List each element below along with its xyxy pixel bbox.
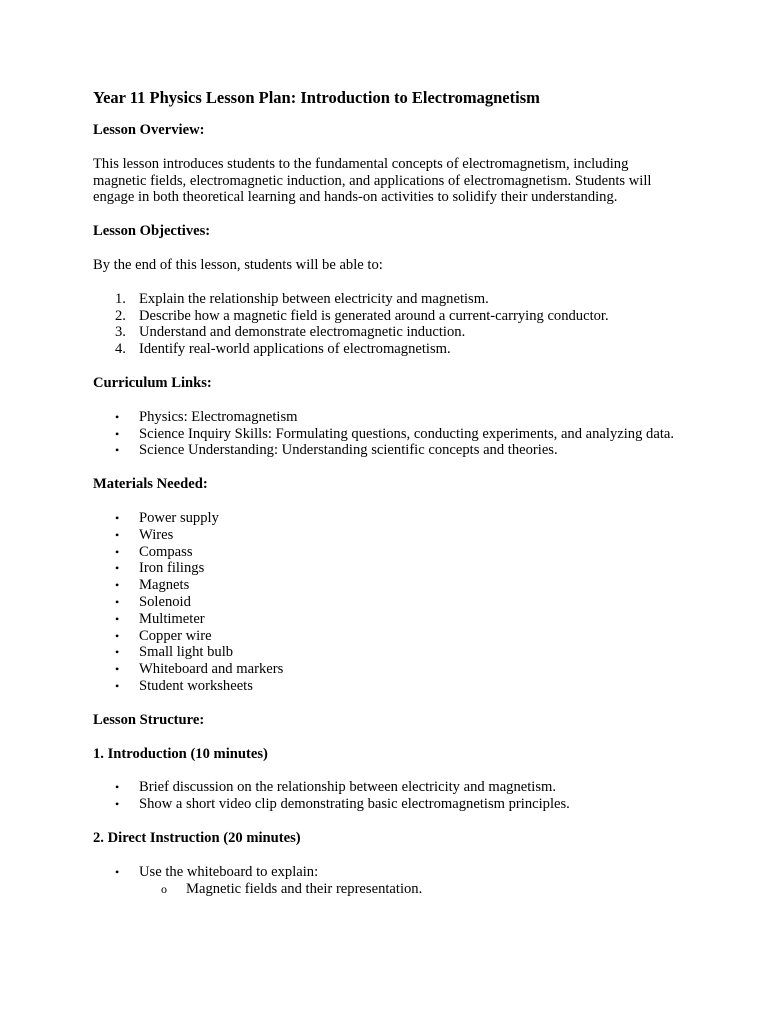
lesson-plan-document	[93, 88, 683, 914]
list-item-text: Copper wire	[139, 627, 212, 644]
list-item	[93, 544, 683, 561]
bullet-icon: •	[115, 544, 120, 559]
introduction-section-heading: 1. Introduction (10 minutes)	[93, 745, 268, 762]
list-item	[93, 661, 683, 678]
list-item-text: Compass	[139, 543, 193, 560]
page-title: Year 11 Physics Lesson Plan: Introduction to Electromagnetism	[93, 88, 540, 107]
list-item-text: Iron filings	[139, 560, 205, 577]
list-item-text: Describe how a magnetic field is generated around a current-carrying conductor.	[139, 307, 609, 324]
list-item	[93, 510, 683, 527]
circle-bullet-icon: o	[161, 881, 167, 896]
list-item	[93, 628, 683, 645]
bullet-icon: •	[115, 864, 120, 879]
list-number: 2.	[115, 307, 126, 324]
list-item-text: Science Understanding: Understanding scientific concepts and theories.	[139, 442, 558, 459]
list-item	[93, 864, 683, 898]
list-item	[93, 409, 683, 426]
list-item	[93, 577, 683, 594]
list-number: 4.	[115, 341, 126, 358]
list-item	[93, 560, 683, 577]
list-item-text: Science Inquiry Skills: Formulating questions, conducting experiments, and analyzing data.	[139, 425, 674, 442]
bullet-icon: •	[115, 594, 120, 609]
list-item	[93, 442, 683, 459]
list-item-text: Wires	[139, 526, 174, 543]
list-item-text: Brief discussion on the relationship between electricity and magnetism.	[139, 779, 557, 796]
materials-heading: Materials Needed:	[93, 476, 208, 493]
bullet-icon: •	[115, 780, 120, 795]
materials-list	[93, 510, 683, 695]
list-item-text: Solenoid	[139, 593, 191, 610]
list-item	[93, 426, 683, 443]
list-item-text: Physics: Electromagnetism	[139, 408, 298, 425]
list-item-text: Whiteboard and markers	[139, 661, 284, 678]
list-item-text: Small light bulb	[139, 644, 234, 661]
list-item	[93, 324, 683, 341]
list-item	[93, 594, 683, 611]
objectives-list	[93, 291, 683, 358]
overview-paragraph: This lesson introduces students to the fundamental concepts of electromagnetism, including magnetic fields, electromagnetic induction, and applications of electromagnetism. Students will engage in both theoretical learning and hands-on activities to solidify their understanding.	[93, 155, 652, 206]
list-item	[93, 527, 683, 544]
bullet-icon: •	[115, 443, 120, 458]
bullet-icon: •	[115, 628, 120, 643]
overview-heading: Lesson Overview:	[93, 122, 205, 138]
list-item-text: Power supply	[139, 509, 219, 526]
sub-list	[139, 881, 683, 898]
sub-list-item	[139, 881, 683, 898]
bullet-icon: •	[115, 611, 120, 626]
list-item-text: Magnetic fields and their representation.	[186, 880, 423, 897]
list-item	[93, 308, 683, 325]
list-item-text: Explain the relationship between electricity and magnetism.	[139, 290, 489, 307]
bullet-icon: •	[115, 561, 120, 576]
bullet-icon: •	[115, 510, 120, 525]
list-item-text: Identify real-world applications of electromagnetism.	[139, 341, 451, 358]
direct-instruction-heading: 2. Direct Instruction (20 minutes)	[93, 829, 301, 846]
bullet-icon: •	[115, 409, 120, 424]
list-item	[93, 341, 683, 358]
bullet-icon: •	[115, 527, 120, 542]
bullet-icon: •	[115, 578, 120, 593]
curriculum-list	[93, 409, 683, 459]
list-item	[93, 291, 683, 308]
list-item	[93, 779, 683, 796]
list-item-text: Student worksheets	[139, 677, 253, 694]
objectives-intro: By the end of this lesson, students will be able to:	[93, 256, 383, 273]
list-item-text: Magnets	[139, 577, 190, 594]
list-number: 3.	[115, 324, 126, 341]
bullet-icon: •	[115, 426, 120, 441]
list-item	[93, 796, 683, 813]
list-item-text: Show a short video clip demonstrating basic electromagnetism principles.	[139, 796, 570, 813]
list-item	[93, 644, 683, 661]
structure-heading: Lesson Structure:	[93, 711, 205, 728]
bullet-icon: •	[115, 797, 120, 812]
introduction-list	[93, 779, 683, 813]
curriculum-heading: Curriculum Links:	[93, 374, 212, 391]
bullet-icon: •	[115, 678, 120, 693]
list-item-text: Understand and demonstrate electromagnetic induction.	[139, 324, 466, 341]
list-item	[93, 678, 683, 695]
list-item-text: Multimeter	[139, 610, 205, 627]
list-item	[93, 611, 683, 628]
bullet-icon: •	[115, 645, 120, 660]
list-item-text: Use the whiteboard to explain:	[139, 863, 319, 880]
objectives-heading: Lesson Objectives:	[93, 223, 211, 240]
list-number: 1.	[115, 290, 126, 307]
direct-instruction-list	[93, 864, 683, 898]
bullet-icon: •	[115, 662, 120, 677]
